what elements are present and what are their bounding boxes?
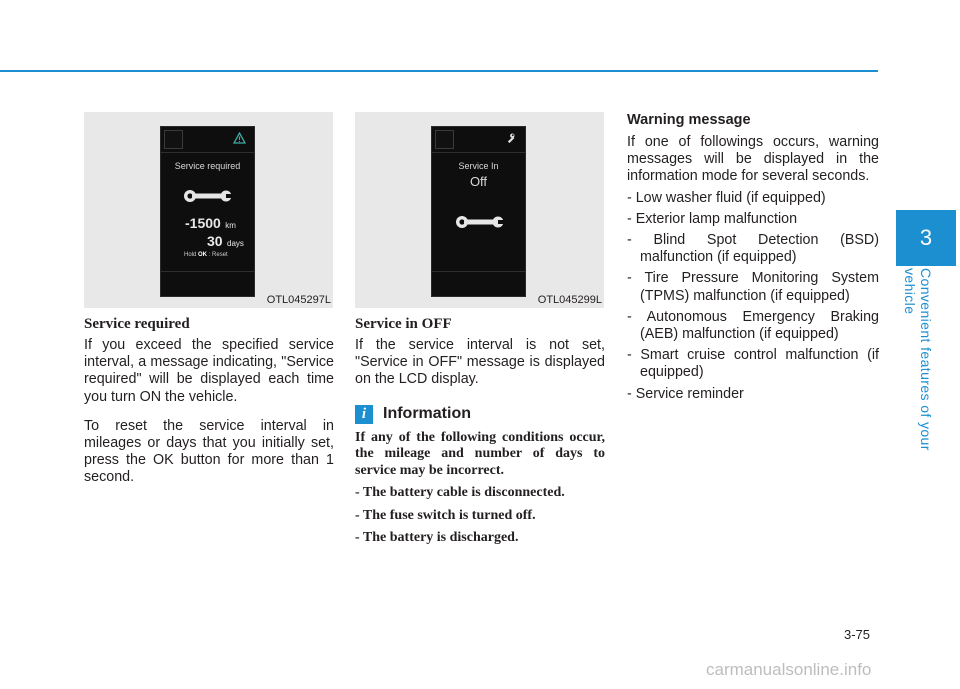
section-heading: Service in OFF (355, 316, 452, 332)
warning-list (627, 190, 879, 403)
lcd-value: Off (469, 174, 488, 189)
wrench-icon (455, 213, 505, 231)
figure-code: OTL045297L (266, 294, 331, 306)
list-item: - The battery cable is disconnected. (355, 485, 565, 501)
lcd-days-value: 30 (207, 233, 223, 249)
warning-icon (233, 132, 246, 144)
chapter-title: Convenient features of your vehicle (902, 268, 934, 451)
lcd-display (431, 126, 526, 297)
lcd-divider (161, 271, 254, 272)
section-heading: Warning message (627, 112, 751, 128)
paragraph: If the service interval is not set, "Service in OFF" message is displayed on the LCD display. (355, 337, 605, 388)
figure-service-required (84, 112, 333, 308)
page-number: 3-75 (844, 627, 871, 642)
column-service-off (355, 112, 605, 553)
wrench-icon (183, 187, 233, 205)
chapter-tab (896, 210, 956, 266)
column-warning-message (627, 112, 879, 407)
information-header (355, 405, 605, 424)
information-paragraph: If any of the following conditions occur, the mileage and number of days to service may be incorrect. (355, 429, 605, 478)
lcd-divider (161, 152, 254, 153)
list-item: - Smart cruise control malfunction (if equipped) (627, 347, 879, 381)
lcd-days-unit: days (227, 239, 244, 248)
lcd-corner-box (435, 130, 454, 149)
lcd-distance-value: -1500 (185, 215, 221, 231)
list-item: - Blind Spot Detection (BSD) malfunction (if equipped) (627, 232, 879, 266)
figure-code: OTL045299L (537, 294, 602, 306)
list-item: - The battery is discharged. (355, 530, 519, 546)
lcd-distance-unit: km (225, 221, 236, 230)
header-rule (0, 70, 878, 72)
wrench-small-icon (505, 133, 515, 143)
paragraph: If you exceed the specified service interval, a message indicating, "Service required" will be displayed each time you turn ON the vehicle. (84, 337, 334, 405)
list-item: - The fuse switch is turned off. (355, 507, 536, 523)
lcd-title: Service In (458, 161, 499, 171)
lcd-divider (432, 271, 525, 272)
column-service-required (84, 112, 334, 487)
paragraph: If one of followings occurs, warning messages will be displayed in the information mode for several seconds. (627, 134, 879, 185)
lcd-divider (432, 152, 525, 153)
figure-service-off (355, 112, 604, 308)
information-title: Information (383, 405, 471, 423)
list-item: - Tire Pressure Monitoring System (TPMS) malfunction (if equipped) (627, 270, 879, 304)
lcd-corner-box (164, 130, 183, 149)
list-item: - Autonomous Emergency Braking (AEB) malfunction (if equipped) (627, 308, 879, 343)
information-list (355, 485, 605, 547)
section-heading: Service required (84, 316, 190, 332)
watermark: carmanualsonline.info (706, 660, 872, 679)
info-icon: i (355, 405, 373, 424)
paragraph: To reset the service interval in mileages or days that you initially set, press the OK button for more than 1 second. (84, 417, 334, 486)
lcd-hold-hint: Hold OK : Reset (184, 252, 228, 258)
list-item: - Service reminder (627, 385, 744, 402)
chapter-number: 3 (919, 225, 933, 250)
lcd-display (160, 126, 255, 297)
list-item: - Low washer fluid (if equipped) (627, 189, 826, 206)
list-item: - Exterior lamp malfunction (627, 210, 798, 227)
lcd-title: Service required (174, 161, 241, 171)
